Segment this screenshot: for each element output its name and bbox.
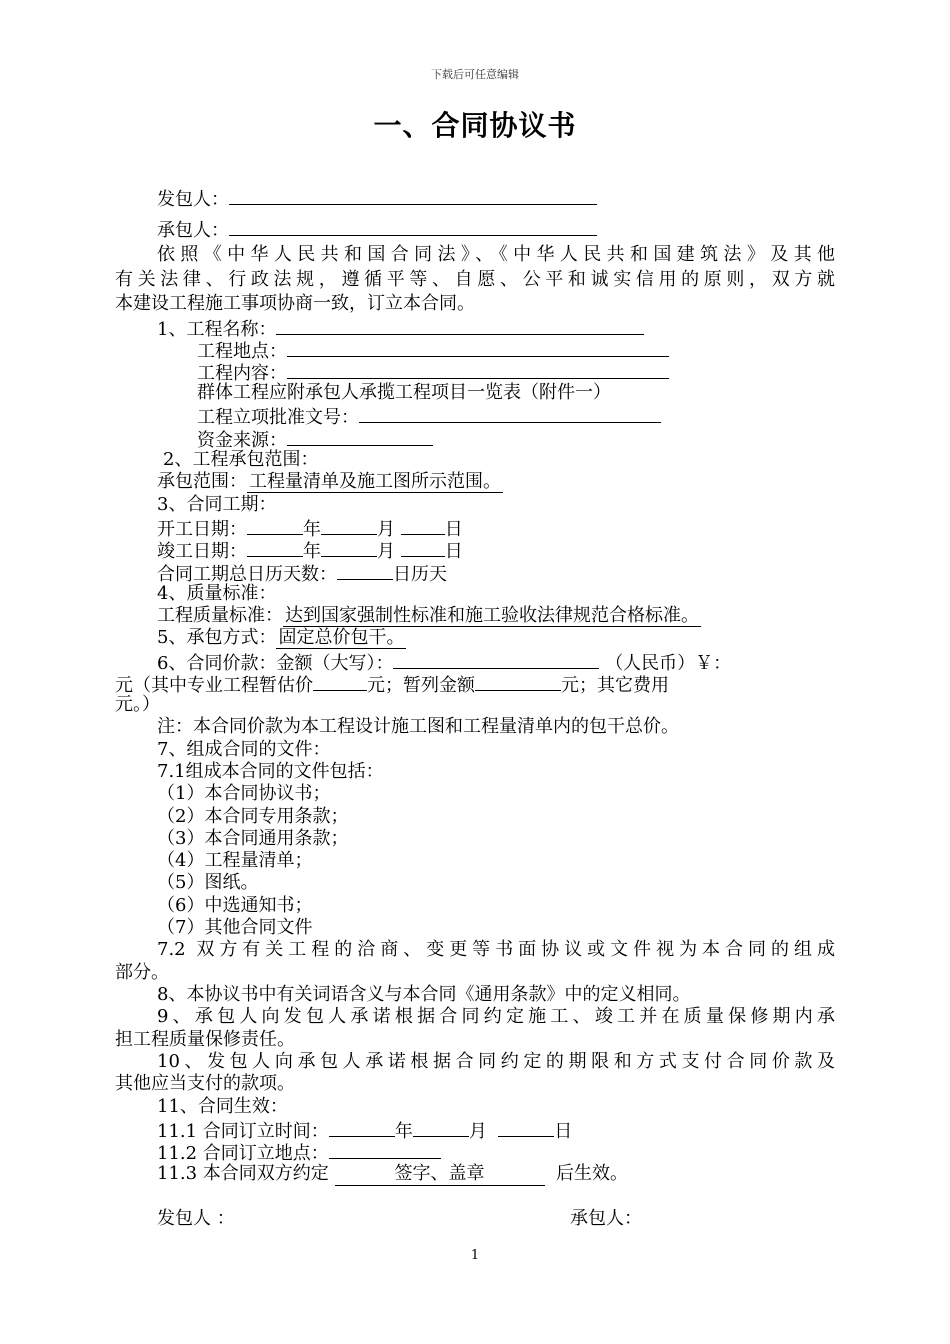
sec8-text: 8、本协议书中有关词语含义与本合同《通用条款》中的定义相同。 [157,984,691,1005]
funding-label: 资金来源： [197,430,287,451]
sign-time-label: 11.1 合同订立时间： [157,1121,329,1142]
end-year-unit: 年 [303,541,321,562]
effect-suffix: 后生效。 [556,1163,628,1184]
start-day-blank [401,516,445,535]
project-content-label: 工程内容： [197,363,287,384]
doc-item: （3）本合同通用条款； [157,828,349,849]
price-amount-blank [393,650,599,669]
sec2-heading: 2、工程承包范围： [163,449,319,470]
funding-blank [287,427,433,446]
doc-item: （7）其他合同文件 [157,917,313,938]
sec7-2-line-2: 部分。 [115,962,169,983]
price-note: 注：本合同价款为本工程设计施工图和工程量清单内的包干总价。 [157,716,679,737]
sec11-heading: 11、合同生效： [157,1096,288,1117]
start-year-blank [247,516,303,535]
end-month-blank [321,538,377,557]
doc-item: （2）本合同专用条款； [157,806,349,827]
header-note: 下载后可任意编辑 [431,68,519,81]
contract-mode-line [157,627,406,649]
sign-year-unit: 年 [394,1121,413,1142]
sign-month-blank [413,1118,469,1137]
approval-no-label: 工程立项批准文号： [197,407,359,428]
sec7-heading: 7、组成合同的文件： [157,739,331,760]
end-day-blank [401,538,445,557]
intro-line-2: 有关法律、行政法规，遵循平等、自愿、公平和诚实信用的原则，双方就 [115,269,835,290]
doc-item: （6）中选通知书； [157,895,313,916]
approval-no-blank [359,404,661,423]
price-other-label: 元；其它费用 [561,675,669,696]
sign-month-unit: 月 [468,1121,487,1142]
price-line-3: 元。） [115,694,160,715]
sign-day-blank [498,1118,554,1137]
price-rmb-label: （人民币）￥： [605,653,732,674]
effect-label: 11.3 本合同双方约定 [157,1163,329,1184]
party-a-line [157,186,597,211]
page-number: 1 [470,1248,480,1263]
project-location-label: 工程地点： [197,341,287,362]
doc-item: （1）本合同协议书； [157,783,331,804]
end-year-blank [247,538,303,557]
sec7-2-line-1: 7.2 双方有关工程的洽商、变更等书面协议或文件视为本合同的组成 [157,939,835,960]
provisional-blank [313,672,367,691]
scope-line [157,471,503,493]
sign-party-a: 发包人 ： [157,1208,235,1229]
sec1-heading: 1、工程名称： [157,319,277,340]
sec10-line-1: 10、发包人向承包人承诺根据合同约定的期限和方式支付合同价款及 [157,1051,835,1072]
party-a-blank [229,186,597,205]
doc-item: （5）图纸。 [157,872,259,893]
party-b-label: 承包人： [157,220,229,241]
scope-value: 工程量清单及施工图所示范围。 [249,471,501,492]
start-month-blank [321,516,377,535]
sign-place-blank [329,1140,441,1159]
quality-value: 达到国家强制性标准和施工验收法律规范合格标准。 [285,605,699,626]
price-line-2 [115,672,669,697]
scope-label: 承包范围： [157,471,247,492]
quality-label: 工程质量标准： [157,605,283,626]
total-days-unit: 日历天 [393,564,447,585]
party-b-blank [229,217,597,236]
quality-line [157,605,701,627]
sec9-line-1: 9、承包人向发包人承诺根据合同约定施工、竣工并在质量保修期内承 [157,1006,835,1027]
start-day-unit: 日 [444,519,463,540]
sign-place-line [157,1140,441,1165]
sign-year-blank [329,1118,395,1137]
sec4-heading: 4、质量标准： [157,583,277,604]
start-year-unit: 年 [303,519,321,540]
total-days-label: 合同工期总日历天数： [157,564,337,585]
intro-line-3: 本建设工程施工事项协商一致，订立本合同。 [115,293,475,314]
approval-no-line [197,404,661,429]
sign-party-b: 承包人： [570,1208,642,1229]
party-a-label: 发包人： [157,189,229,210]
total-days-blank [337,561,393,580]
end-date-line [157,538,463,563]
end-month-unit: 月 [377,541,395,562]
project-content-blank [287,360,669,379]
sec10-line-2: 其他应当支付的款项。 [115,1073,295,1094]
contract-mode-value: 固定总价包干。 [278,627,405,648]
intro-line-1: 依照《中华人民共和国合同法》、《中华人民共和国建筑法》及其他 [157,244,835,265]
effect-value: 签字、盖章 [335,1163,545,1186]
price-contingency-label: 元；暂列金额 [367,675,475,696]
sign-day-unit: 日 [554,1121,573,1142]
party-b-line [157,217,597,242]
sec3-heading: 3、合同工期： [157,494,277,515]
end-day-unit: 日 [444,541,463,562]
project-location-blank [287,338,669,357]
start-date-label: 开工日期： [157,519,247,540]
page-title: 一、合同协议书 [373,109,577,142]
price-provisional-label: 元（其中专业工程暂估价 [115,675,313,696]
project-name-blank [276,316,644,335]
start-month-unit: 月 [377,519,395,540]
end-date-label: 竣工日期： [157,541,247,562]
sec7-1-heading: 7.1组成本合同的文件包括： [157,761,384,782]
effect-line [157,1163,628,1186]
sec9-line-2: 担工程质量保修责任。 [115,1029,295,1050]
contract-mode-label: 5、承包方式： [157,627,277,648]
price-amount-label: 6、合同价款：金额（大写）： [157,653,394,674]
contingency-blank [475,672,561,691]
doc-item: （4）工程量清单； [157,850,313,871]
sign-place-label: 11.2 合同订立地点： [157,1143,329,1164]
group-project-note: 群体工程应附承包人承揽工程项目一览表（附件一） [197,382,611,403]
